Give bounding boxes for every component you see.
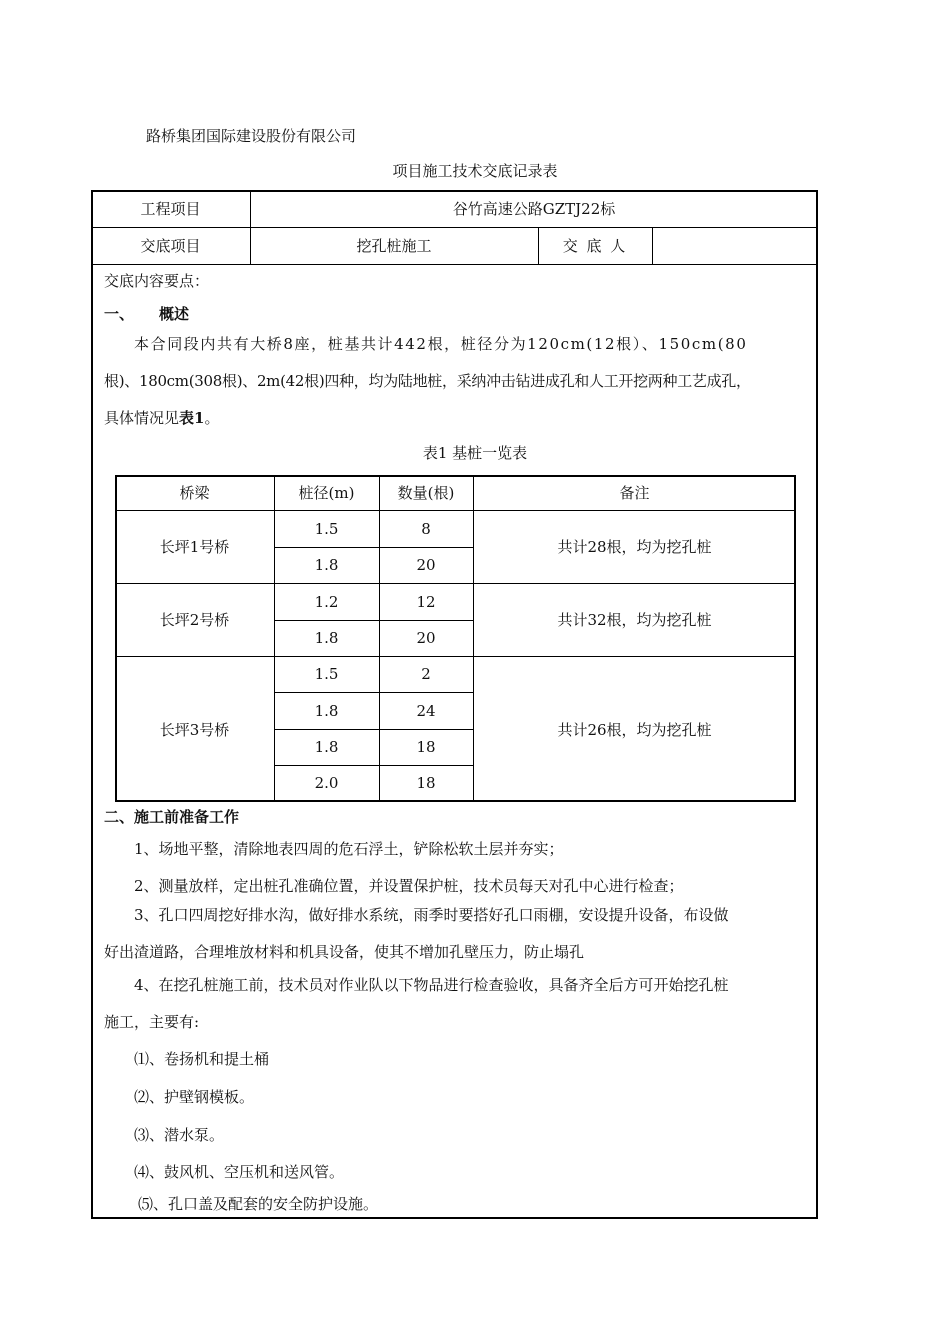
- item-value: 挖孔桩施工: [356, 237, 432, 255]
- bridge-name: 长坪2号桥: [159, 611, 230, 629]
- section2-sub4: ⑷、鼓风机、空压机和送风管。: [134, 1163, 345, 1181]
- pile-count: 8: [421, 519, 431, 538]
- pile-count: 12: [416, 592, 436, 611]
- project-label: 工程项目: [140, 200, 201, 218]
- item-label: 交底项目: [140, 237, 201, 255]
- pile-count: 24: [416, 701, 436, 720]
- pile-table-header-count: 数量(根): [397, 484, 455, 502]
- section2-item4-line1: 4、在挖孔桩施工前，技术员对作业队以下物品进行检查验收，具备齐全后方可开始挖孔桩: [134, 976, 729, 994]
- person-label: 交 底 人: [562, 237, 628, 255]
- section2-sub2: ⑵、护壁钢模板。: [134, 1088, 255, 1106]
- section2-item4-line2: 施工，主要有:: [104, 1013, 200, 1031]
- section2-sub5: ⑸、孔口盖及配套的安全防护设施。: [138, 1195, 379, 1213]
- section1-line3: [104, 401, 219, 436]
- section1-line3-suffix: 。: [204, 409, 220, 427]
- section1-line2: 根)、180cm(308根)、2m(42根)四种，均为陆地桩，采纳冲击钻进成孔和人工开挖两种工艺成孔，: [104, 372, 751, 390]
- section2-item3-line1: 3、孔口四周挖好排水沟，做好排水系统，雨季时要搭好孔口雨棚，安设提升设备，布设做: [134, 906, 729, 924]
- pile-diameter: 1.5: [314, 519, 339, 538]
- section1-title: 概述: [159, 305, 190, 323]
- section2-item1: 1、场地平整，清除地表四周的危石浮土，铲除松软土层并夯实；: [134, 840, 564, 858]
- table-reference: 表1: [179, 409, 205, 427]
- bridge-name: 长坪1号桥: [159, 538, 230, 556]
- section2-title: 二、施工前准备工作: [104, 808, 240, 826]
- pile-diameter: 1.2: [314, 592, 339, 611]
- content-points-label: 交底内容要点：: [104, 272, 210, 290]
- pile-diameter: 1.8: [314, 738, 339, 756]
- section2-sub3: ⑶、潜水泵。: [134, 1126, 225, 1144]
- section1-number: 一、: [104, 305, 135, 323]
- bridge-note: 共计32根，均为挖孔桩: [557, 611, 712, 629]
- pile-count: 20: [416, 556, 436, 574]
- person-value: [652, 227, 818, 264]
- pile-count: 18: [416, 738, 436, 756]
- pile-count: 18: [416, 773, 436, 792]
- document-title: 项目施工技术交底记录表: [392, 162, 558, 180]
- pile-diameter: 2.0: [314, 773, 339, 792]
- section2-sub1: ⑴、卷扬机和提土桶: [134, 1050, 270, 1068]
- project-value: 谷竹高速公路GZTJ22标: [452, 200, 616, 218]
- pile-diameter: 1.5: [314, 665, 339, 683]
- section2-item2: 2、测量放样，定出桩孔准确位置，并设置保护桩，技术员每天对孔中心进行检查；: [134, 877, 684, 895]
- pile-diameter: 1.8: [314, 701, 339, 720]
- pile-table-header-bridge: 桥梁: [179, 484, 210, 502]
- pile-count: 2: [421, 665, 431, 683]
- pile-table-header-diameter: 桩径(m): [298, 484, 355, 502]
- section1-line1: 本合同段内共有大桥8座，桩基共计442根，桩径分为120cm(12根）、150cm(80: [134, 335, 748, 353]
- pile-table-header-note: 备注: [619, 484, 650, 502]
- pile-diameter: 1.8: [314, 556, 339, 574]
- bridge-name: 长坪3号桥: [159, 720, 230, 739]
- section2-item3-line2: 好出渣道路，合理堆放材料和机具设备，使其不增加孔壁压力，防止塌孔: [104, 943, 585, 961]
- pile-diameter: 1.8: [314, 629, 339, 647]
- bridge-note: 共计26根，均为挖孔桩: [557, 720, 712, 739]
- table1-caption: 表1 基桩一览表: [422, 444, 528, 462]
- bridge-note: 共计28根，均为挖孔桩: [557, 538, 712, 556]
- company-name: 路桥集团国际建设股份有限公司: [146, 127, 357, 145]
- pile-count: 20: [416, 629, 436, 647]
- section1-line3-prefix: 具体情况见: [104, 409, 180, 427]
